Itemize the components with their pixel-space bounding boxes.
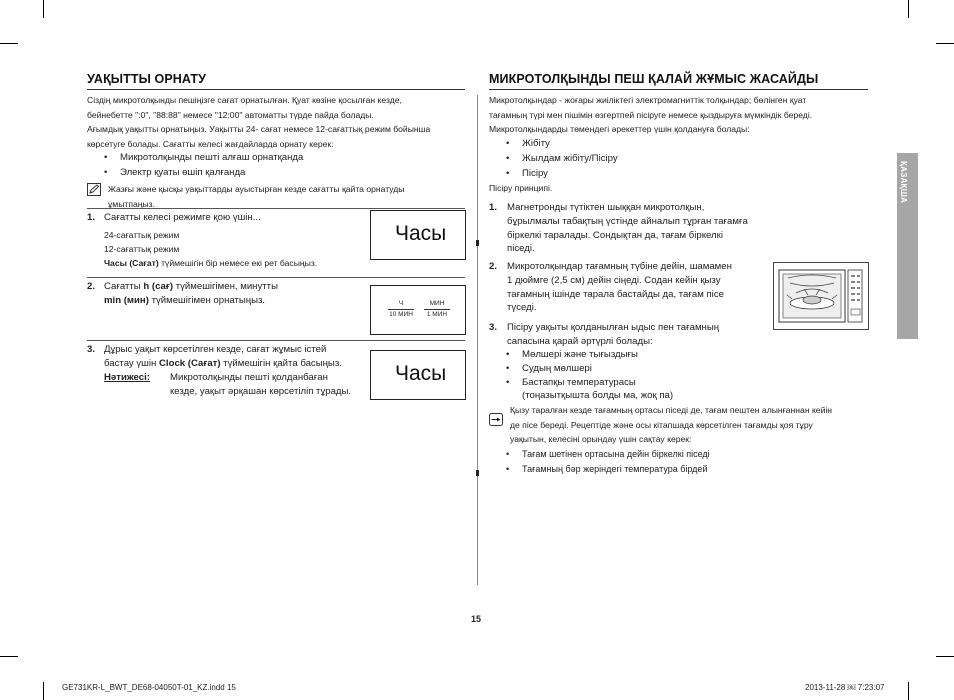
step-number: 1. [489,202,498,213]
list-item: • Микротолқынды пешті алғаш орнатқанда [120,151,303,165]
list-item: • Мөлшері және тығыздығы [522,348,638,362]
step2-text [507,260,732,315]
registration-mark [476,240,479,246]
crop-mark [43,0,44,18]
step2-text: Сағатты [104,281,144,292]
minute-button-sublabel: 1 МИН [424,309,450,318]
list-item: • Пісіру [522,167,548,181]
step-line: түседі. [507,302,537,314]
clock-intro [87,93,430,151]
step-line: 1 дюймге (2,5 см) дейін сіңеді. Содан кейін қызу [507,274,721,286]
intro-line: тағамның түрі мен пішімін өзгертпей пісіруге немесе қыздыруға мүмкіндік береді. [489,109,813,120]
step-line: біркелкі таралады. Сондықтан да, тағам біркелкі [507,229,723,241]
step3-text: бастау үшін [104,358,159,369]
hour-minute-buttons-panel [370,285,466,335]
heading-rule [489,89,868,90]
crop-mark [0,656,18,657]
step1-instruction-text: түймешігін бір немесе екі рет басыңыз. [158,258,318,268]
microwave-illustration [773,262,869,330]
step1-title: Сағатты келесі режимге қою үшін... [104,212,261,223]
step1-line: 24-сағаттық режим [104,230,180,240]
display-text: Часы [395,222,447,245]
intro-line: көрсетуге болады. Сағатты келесі жағдайларда орнату керек: [87,138,334,149]
step-divider [87,277,465,278]
clock-note [108,182,404,211]
step1-instruction [104,256,317,271]
footer-timestamp: 2013-11-28 ￼ 7:23:07 [805,683,885,692]
clock-button-name: Clock (Сағат) [158,358,221,369]
list-item: • Жібіту [522,137,550,151]
cooking-principle-label: Пісіру принципі. [489,183,553,193]
step-number: 3. [489,322,498,333]
step-line: сапасына қарай әртүрлі болады: [507,335,653,347]
intro-line: бейнебетте ":0", "88:88" немесе "12:00" автоматты түрде пайда болады. [87,109,374,120]
step-line: бұрылмалы табақтың үстінде айналып тұрған тағамға [507,215,748,227]
hour-button-label: Ч [398,300,404,307]
step3-line: Дұрыс уақыт көрсетілген кезде, сағат жұмыс істей [104,344,327,355]
note-line: Жазғы және қысқы уақыттарды ауыстырған кезде сағатты қайта орнатуды [108,184,405,194]
step-line: Пісіру уақыты қолданылған ыдыс пен тағамның [507,322,720,333]
result-label: Нәтижесі: [104,372,150,383]
page-number: 15 [471,614,482,624]
intro-line: Ағымдық уақытты орнатыңыз. Уақытты 24- сағат немесе 12-сағаттық режим бойынша [87,124,431,134]
clock-button-name: Часы (Сағат) [104,258,159,268]
intro-line: Микротолқындар - жоғары жиіліктегі электромагниттік толқындар; бөлінген қуат [489,95,807,105]
step-number: 2. [489,261,498,272]
note-line: ұмытпаңыз. [108,198,156,209]
hour-button [388,300,414,318]
note-line: Қызу таралған кезде тағамның ортасы піседі де, тағам пештен алынғаннан кейін [510,405,833,415]
step-line: Микротолқындар тағамның түбіне дейін, шамамен [507,261,732,272]
hour-button-name: h (сағ) [143,281,174,292]
footer-file-info: GE731KR-L_BWT_DE68-04050T-01_KZ.indd 15 [62,683,236,692]
step-divider [87,340,465,341]
step3-line [104,357,342,371]
crop-mark [43,682,44,700]
crop-mark [908,682,909,700]
heading-rule [87,89,465,90]
minute-button [424,300,450,318]
step1-text [507,201,748,256]
crop-mark [936,656,954,657]
note-line: де пісе береді. Рецептіде және осы кітапшада көрсетілген тағамды қоя тұру [510,419,813,430]
crop-mark [936,43,954,44]
crop-mark [0,43,18,44]
step2-text: түймешігімен, минутты [173,281,278,292]
display-text: Часы [395,362,447,385]
microwave-intro [489,93,812,137]
list-item: • Тағамның бәр жеріндегі температура бірдей [522,462,707,476]
clock-display [370,210,466,260]
list-item: • Судың мөлшері [522,362,592,376]
step2-text: түймешігімен орнатыңыз. [148,295,266,306]
language-tab [897,153,918,339]
list-item: • Тағам шетінен ортасына дейін біркелкі піседі [522,447,710,461]
list-item: • Электр қуаты өшіп қалғанда [120,166,245,180]
right-note [510,403,832,447]
step-number: 2. [87,281,96,292]
step1-line: 12-сағаттық режим [104,244,180,254]
result-line: Микротолқынды пешті қолданбаған [170,372,328,383]
step-line: тағамның ішінде тарала бастайды да, тағам пісе [507,288,724,300]
language-tab-label: ҚАЗАҚША [899,161,908,204]
minute-button-name: min (мин) [104,295,149,306]
list-item: • Бастапқы температурасы [522,376,636,390]
intro-line: Сіздің микротолқынды пешіңізге сағат орнатылған. Қуат көзіне қосылған кезде, [87,95,402,105]
step3-text [507,321,719,349]
step-line: піседі. [507,243,535,255]
section-heading-how-it-works: МИКРОТОЛҚЫНДЫ ПЕШ ҚАЛАЙ ЖҰМЫС ЖАСАЙДЫ [489,72,819,86]
intro-line: Микротолқындарды төмендегі әрекеттер үшін қолдануға болады: [489,124,750,134]
registration-mark [476,470,479,476]
crop-mark [908,0,909,18]
list-item-extra: (тоңазытқышта болды ма, жоқ па) [522,390,674,401]
result-line: кезде, уақыт әрқашан көрсетіліп тұрады. [170,386,352,397]
list-item: • Жылдам жібіту/Пісіру [522,152,618,166]
hour-button-sublabel: 10 МИН [389,311,413,318]
note-line: уақытын, келесіні орындау үшін сақтау керек: [510,434,692,444]
step2-line [104,294,265,308]
step-number: 1. [87,212,96,223]
step-divider [87,208,465,209]
minute-button-label: МИН [429,300,445,307]
step2-line [104,280,278,294]
step3-text: түймешігін қайта басыңыз. [220,358,342,369]
note-pencil-icon [87,183,101,196]
clock-display [370,350,466,400]
note-hand-icon [489,413,503,426]
step-line: Магнетронды түтіктен шыққан микротолқын, [507,202,705,213]
column-divider [477,95,478,585]
section-heading-clock: УАҚЫТТЫ ОРНАТУ [87,72,207,86]
step-number: 3. [87,344,96,355]
